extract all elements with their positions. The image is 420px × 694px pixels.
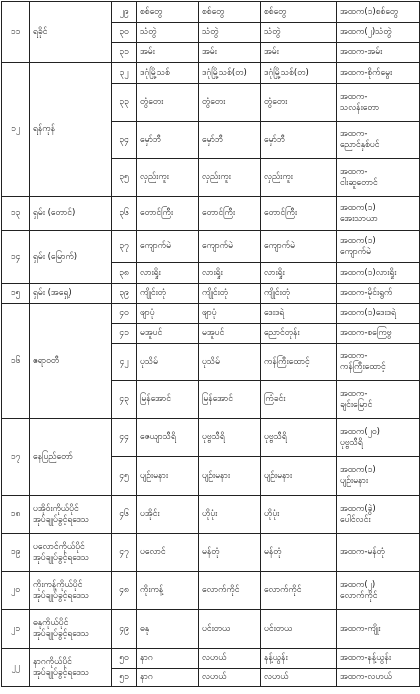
township-cell: တောင်ကြီး xyxy=(199,197,261,231)
district-cell: ပျဉ်းမနား xyxy=(137,457,199,496)
row-number-cell: ၅၁ xyxy=(112,669,137,687)
location-cell: ဒဂုံမြို့သစ်(တ) xyxy=(261,63,337,84)
township-cell: မအူပင် xyxy=(199,324,261,344)
township-cell: ဟိုပုံး xyxy=(199,496,261,534)
district-cell: ကျောက်မဲ xyxy=(137,231,199,263)
district-cell: ဓနု xyxy=(137,610,199,649)
region-name-cell: ရှမ်း (မြောက်) xyxy=(30,231,112,284)
location-cell: တောင်ကြီး xyxy=(261,197,337,231)
district-cell: မအူပင် xyxy=(137,324,199,344)
row-number-cell: ၃၄ xyxy=(112,122,137,159)
district-cell: လှည်းကူး xyxy=(137,159,199,197)
row-number-cell: ၄၇ xyxy=(112,534,137,572)
township-cell: လှည်းကူး xyxy=(199,159,261,197)
row-number-cell: ၃၀ xyxy=(112,23,137,43)
district-cell: မြန်အောင် xyxy=(137,381,199,419)
school-name-cell: အထက-လဟယ် xyxy=(337,669,420,687)
region-name-cell: ရန်ကုန် xyxy=(30,63,112,197)
school-name-cell: အထက(၁) အေးသာယာ xyxy=(337,197,420,231)
township-cell: လဟယ် xyxy=(199,669,261,687)
school-name-cell: အထက(၁) ကျောက်မဲ xyxy=(337,231,420,263)
location-cell: လားရှိုး xyxy=(261,263,337,284)
row-number-cell: ၃၉ xyxy=(112,284,137,304)
township-cell: ဖျာပုံ xyxy=(199,304,261,324)
row-number-cell: ၃၁ xyxy=(112,43,137,63)
region-name-cell: နေပြည်တော် xyxy=(30,419,112,496)
row-number-cell: ၄၈ xyxy=(112,572,137,610)
district-cell: ကိုးကန့် xyxy=(137,572,199,610)
row-number-cell: ၅၀ xyxy=(112,649,137,669)
region-number-cell: ၁၈ xyxy=(2,496,30,534)
table-row xyxy=(2,534,420,572)
location-cell: ကျောက်မဲ xyxy=(261,231,337,263)
township-cell: ပင်းတယ xyxy=(199,610,261,649)
region-name-cell: နာဂကိုယ်ပိုင် အုပ်ချုပ်ခွင့်ရဒေသ xyxy=(30,649,112,687)
location-cell: လောက်ကိုင် xyxy=(261,572,337,610)
district-cell: ဖျာပုံ xyxy=(137,304,199,324)
township-cell: ပုသိမ် xyxy=(199,344,261,381)
region-number-cell: ၂၀ xyxy=(2,572,30,610)
region-number-cell: ၂၁ xyxy=(2,610,30,649)
table-row xyxy=(2,419,420,457)
region-name-cell: ရခိုင် xyxy=(30,2,112,63)
region-number-cell: ၁၄ xyxy=(2,231,30,284)
row-number-cell: ၃၃ xyxy=(112,84,137,122)
location-cell: လှည်းကူး xyxy=(261,159,337,197)
location-cell: ပျဉ်းမနား xyxy=(261,457,337,496)
location-cell: ပင်းတယ xyxy=(261,610,337,649)
region-number-cell: ၁၁ xyxy=(2,2,30,63)
region-number-cell: ၁၉ xyxy=(2,534,30,572)
district-cell: ပလောင် xyxy=(137,534,199,572)
district-cell: တောင်ကြီး xyxy=(137,197,199,231)
location-cell: မှော်ဘီ xyxy=(261,122,337,159)
school-name-cell: အထက(၁)စစ်တွေ xyxy=(337,2,420,23)
school-name-cell: အထက-စကြေဗွ xyxy=(337,324,420,344)
township-cell: လောက်ကိုင် xyxy=(199,572,261,610)
school-name-cell: အထက(၂)သံတွဲ xyxy=(337,23,420,43)
location-cell: ကန်ကြီးထောင့် xyxy=(261,344,337,381)
school-name-cell: အထက-မိုင်းရွက် xyxy=(337,284,420,304)
district-cell: စစ်တွေ xyxy=(137,2,199,23)
row-number-cell: ၃၇ xyxy=(112,231,137,263)
location-cell: ပုဗ္ဗသီရိ xyxy=(261,419,337,457)
township-cell: လဟယ် xyxy=(199,649,261,669)
region-name-cell: ရှမ်း (အရှေ့) xyxy=(30,284,112,304)
table-row xyxy=(2,610,420,649)
township-cell: အမ်း xyxy=(199,43,261,63)
location-cell: တွံတေး xyxy=(261,84,337,122)
township-cell: ဒဂုံမြို့သစ်(တ) xyxy=(199,63,261,84)
location-cell: လဟယ် xyxy=(261,669,337,687)
row-number-cell: ၃၈ xyxy=(112,263,137,284)
table-row xyxy=(2,304,420,324)
row-number-cell: ၃၅ xyxy=(112,159,137,197)
school-name-cell: အထက-ကျိုး xyxy=(337,610,420,649)
location-cell: ကြံခင်း xyxy=(261,381,337,419)
school-name-cell: အထက- ကန်ကြီးထောင့် xyxy=(337,344,420,381)
region-name-cell: ပအိုဝ်းကိုယ်ပိုင် အုပ်ချုပ်ခွင့်ရဒေသ xyxy=(30,496,112,534)
school-name-cell: အထက-စိုက်မွေး xyxy=(337,63,420,84)
township-cell: ကျိုင်းတုံ xyxy=(199,284,261,304)
district-cell: သံတွဲ xyxy=(137,23,199,43)
school-name-cell: အထက-မန်တုံ xyxy=(337,534,420,572)
township-cell: ပျဉ်းမနား xyxy=(199,457,261,496)
township-cell: သံတွဲ xyxy=(199,23,261,43)
township-cell: မြန်အောင် xyxy=(199,381,261,419)
table-row xyxy=(2,572,420,610)
row-number-cell: ၄၆ xyxy=(112,496,137,534)
location-cell: နန့်ယွန်း xyxy=(261,649,337,669)
region-number-cell: ၁၂ xyxy=(2,63,30,197)
school-name-cell: အထက-အမ်း xyxy=(337,43,420,63)
location-cell: အမ်း xyxy=(261,43,337,63)
township-cell: ကျောက်မဲ xyxy=(199,231,261,263)
district-cell: တွံတေး xyxy=(137,84,199,122)
school-name-cell: အထက- ငါးဆူတောင် xyxy=(337,159,420,197)
township-cell: မန်တုံ xyxy=(199,534,261,572)
table-row xyxy=(2,284,420,304)
region-number-cell: ၁၅ xyxy=(2,284,30,304)
location-cell: ဟိုပုံး xyxy=(261,496,337,534)
location-cell: သံတွဲ xyxy=(261,23,337,43)
district-cell: နာဂ xyxy=(137,649,199,669)
table-row xyxy=(2,649,420,669)
table-row xyxy=(2,2,420,23)
location-cell: မန်တုံ xyxy=(261,534,337,572)
district-cell: အမ်း xyxy=(137,43,199,63)
region-number-cell: ၂၂ xyxy=(2,649,30,687)
school-name-cell: အထက- သလန်းတော xyxy=(337,84,420,122)
location-cell: ဒေးဒရဲ xyxy=(261,304,337,324)
school-name-cell: အထက(၁)လားရှိုး xyxy=(337,263,420,284)
region-number-cell: ၁၆ xyxy=(2,304,30,419)
school-name-cell: အထက(၂) လောက်ကိုင် xyxy=(337,572,420,610)
row-number-cell: ၃၂ xyxy=(112,63,137,84)
township-cell: မှော်ဘီ xyxy=(199,122,261,159)
school-name-cell: အထက-နန့်ယွန်း xyxy=(337,649,420,669)
district-cell: မှော်ဘီ xyxy=(137,122,199,159)
district-cell: ဒဂုံမြို့သစ် xyxy=(137,63,199,84)
region-name-cell: ပလောင်ကိုယ်ပိုင် အုပ်ချုပ်ခွင့်ရဒေသ xyxy=(30,534,112,572)
table-row xyxy=(2,496,420,534)
table-row xyxy=(2,197,420,231)
district-cell: လားရှိုး xyxy=(137,263,199,284)
township-cell: တွံတေး xyxy=(199,84,261,122)
district-cell: နာဂ xyxy=(137,669,199,687)
district-cell: ပအိုင်း xyxy=(137,496,199,534)
school-name-cell: အထက(၁) ပျဉ်းမနား xyxy=(337,457,420,496)
school-name-cell: အထက(၂၀) ပုဗ္ဗသီရိ xyxy=(337,419,420,457)
table-row xyxy=(2,63,420,84)
row-number-cell: ၄၂ xyxy=(112,344,137,381)
region-number-cell: ၁၃ xyxy=(2,197,30,231)
school-table xyxy=(1,1,420,687)
row-number-cell: ၄၃ xyxy=(112,381,137,419)
row-number-cell: ၃၆ xyxy=(112,197,137,231)
table-body xyxy=(2,2,420,687)
school-name-cell: အထက- ချင်းမြောင် xyxy=(337,381,420,419)
district-cell: ကျိုင်းတုံ xyxy=(137,284,199,304)
district-cell: ပုသိမ် xyxy=(137,344,199,381)
region-name-cell: ဧရာဝတီ xyxy=(30,304,112,419)
row-number-cell: ၂၉ xyxy=(112,2,137,23)
location-cell: ညောင်တုန်း xyxy=(261,324,337,344)
region-number-cell: ၁၇ xyxy=(2,419,30,496)
region-name-cell: ဓနုကိုယ်ပိုင် အုပ်ချုပ်ခွင့်ရဒေသ xyxy=(30,610,112,649)
location-cell: ကျိုင်းတုံ xyxy=(261,284,337,304)
region-name-cell: ကိုးကန့်ကိုယ်ပိုင် အုပ်ချုပ်ခွင့်ရဒေသ xyxy=(30,572,112,610)
school-name-cell: အထက(၁)ဒေးဒရဲ xyxy=(337,304,420,324)
district-cell: ဇေယျာသီရိ xyxy=(137,419,199,457)
school-name-cell: အထက(ခွဲ) ပေါင်လင်း xyxy=(337,496,420,534)
location-cell: စစ်တွေ xyxy=(261,2,337,23)
row-number-cell: ၄၄ xyxy=(112,419,137,457)
row-number-cell: ၄၀ xyxy=(112,304,137,324)
row-number-cell: ၄၉ xyxy=(112,610,137,649)
school-name-cell: အထက- ညောင်နှစ်ပင် xyxy=(337,122,420,159)
table-row xyxy=(2,231,420,263)
township-cell: စစ်တွေ xyxy=(199,2,261,23)
row-number-cell: ၄၅ xyxy=(112,457,137,496)
township-cell: ပုဗ္ဗသီရိ xyxy=(199,419,261,457)
township-cell: လားရှိုး xyxy=(199,263,261,284)
region-name-cell: ရှမ်း (တောင်) xyxy=(30,197,112,231)
row-number-cell: ၄၁ xyxy=(112,324,137,344)
